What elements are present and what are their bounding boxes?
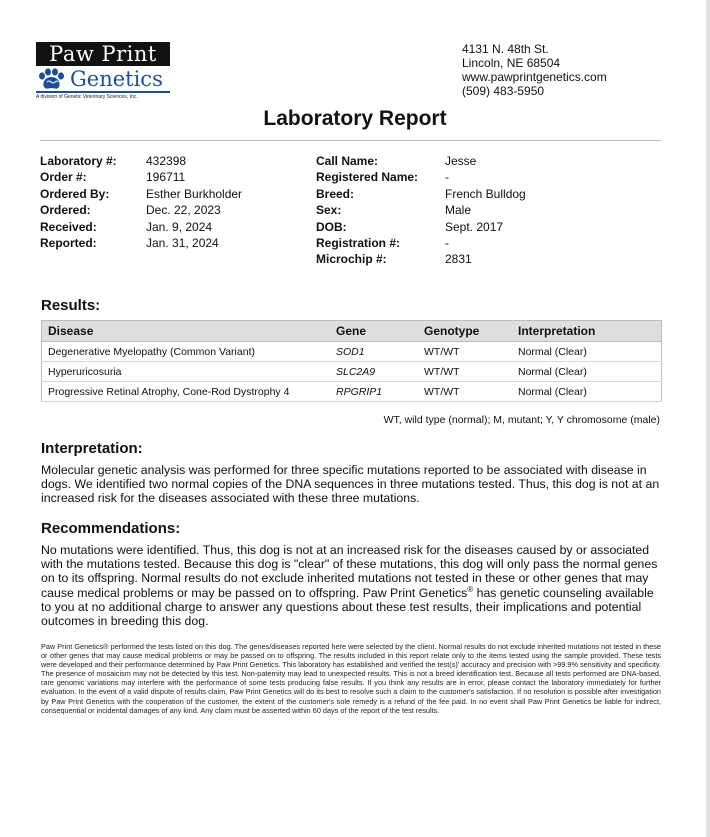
paw-print-genetics-logo bbox=[36, 42, 170, 100]
info-value: 2831 bbox=[445, 252, 472, 267]
info-value: French Bulldog bbox=[445, 186, 526, 201]
info-row-sex bbox=[316, 202, 526, 218]
report-title: Laboratory Report bbox=[263, 107, 447, 130]
table-row bbox=[42, 382, 662, 402]
info-label: Ordered By: bbox=[40, 186, 110, 201]
gene-cell: SOD1 bbox=[330, 342, 418, 362]
interpretation-cell: Normal (Clear) bbox=[512, 382, 662, 402]
recommendations-text-after: has genetic counseling available to you at no additional charge to answer any questions about these test results, their implications and potential outcomes in breeding this dog. bbox=[41, 585, 654, 629]
recommendations-text-before: No mutations were identified. Thus, this dog is not at an increased risk for the diseases caused by or associated with the mutations tested. Because this dog is "clear" of these mutations, this dog will only pass the normal genes on to its offspring. Normal results do not exclude inherited mutations not tested in these or other genes that may cause medical problems or may be passed on to offspring. Paw Print Genetics bbox=[41, 543, 658, 600]
logo-line1: Paw Print bbox=[36, 42, 170, 66]
interpretation-cell: Normal (Clear) bbox=[512, 342, 662, 362]
info-row-registration bbox=[316, 235, 526, 251]
info-row-breed bbox=[316, 186, 526, 202]
info-label: Registered Name: bbox=[316, 170, 419, 185]
interpretation-heading: Interpretation: bbox=[41, 440, 143, 457]
col-gene: Gene bbox=[330, 321, 418, 342]
col-disease: Disease bbox=[42, 321, 331, 342]
results-heading: Results: bbox=[41, 297, 101, 314]
col-interpretation: Interpretation bbox=[512, 321, 662, 342]
title-divider bbox=[40, 140, 661, 141]
info-value: 196711 bbox=[146, 170, 186, 185]
info-row-laboratory bbox=[40, 153, 242, 169]
genotype-legend: WT, wild type (normal); M, mutant; Y, Y chromosome (male) bbox=[383, 414, 660, 426]
disease-cell: Hyperuricosuria bbox=[42, 362, 331, 382]
interpretation-text: Molecular genetic analysis was performed for three specific mutations reported to be associated with disease in dogs. We identified two normal copies of the DNA sequences in three mutations tested. Thus, this dog is not at an increased risk for the diseases associated with these three mutations. bbox=[41, 463, 660, 506]
info-row-reported bbox=[40, 235, 242, 251]
info-label: Ordered: bbox=[40, 203, 91, 218]
info-label: Call Name: bbox=[316, 154, 379, 168]
info-label: Laboratory #: bbox=[40, 154, 117, 168]
dog-info bbox=[316, 153, 526, 268]
info-row-order bbox=[40, 169, 242, 185]
paw-icon bbox=[36, 67, 68, 91]
address-website[interactable]: www.pawprintgenetics.com bbox=[462, 70, 607, 84]
logo-tagline: A division of Genetic Veterinary Sciences, Inc. bbox=[36, 94, 138, 100]
info-value: - bbox=[445, 170, 449, 185]
info-row-dob bbox=[316, 219, 526, 235]
info-value: Sept. 2017 bbox=[445, 219, 504, 234]
info-row-received bbox=[40, 219, 242, 235]
recommendations-heading: Recommendations: bbox=[41, 520, 181, 537]
results-table bbox=[41, 320, 662, 402]
info-label: Reported: bbox=[40, 235, 97, 250]
genotype-cell: WT/WT bbox=[418, 362, 512, 382]
info-label: Order #: bbox=[40, 170, 87, 185]
info-value: Jesse bbox=[445, 154, 477, 168]
genotype-cell: WT/WT bbox=[418, 342, 512, 362]
gene-cell: SLC2A9 bbox=[330, 362, 418, 382]
col-genotype: Genotype bbox=[418, 321, 512, 342]
info-value: 432398 bbox=[146, 154, 187, 168]
order-info bbox=[40, 153, 242, 251]
table-row bbox=[42, 362, 662, 382]
logo-line2: Genetics bbox=[70, 67, 163, 91]
info-label: Sex: bbox=[316, 203, 342, 218]
info-label: DOB: bbox=[316, 219, 347, 234]
address-phone: (509) 483-5950 bbox=[462, 84, 545, 98]
logo-underline bbox=[36, 91, 170, 93]
registered-mark: ® bbox=[467, 584, 474, 594]
info-label: Breed: bbox=[316, 186, 355, 201]
info-value: - bbox=[445, 235, 449, 250]
table-row bbox=[42, 342, 662, 362]
recommendations-text bbox=[41, 543, 664, 628]
info-row-registered-name bbox=[316, 169, 526, 185]
info-value: Jan. 9, 2024 bbox=[146, 219, 213, 234]
info-value: Male bbox=[445, 203, 472, 218]
address-city: Lincoln, NE 68504 bbox=[462, 56, 561, 70]
info-row-microchip bbox=[316, 251, 526, 267]
info-row-ordered-by bbox=[40, 186, 242, 202]
results-header-row bbox=[42, 321, 662, 342]
disease-cell: Progressive Retinal Atrophy, Cone-Rod Dystrophy 4 bbox=[42, 382, 331, 402]
address-street: 4131 N. 48th St. bbox=[462, 42, 549, 56]
info-value: Dec. 22, 2023 bbox=[146, 203, 221, 218]
info-value: Jan. 31, 2024 bbox=[146, 235, 219, 250]
info-value: Esther Burkholder bbox=[146, 186, 243, 201]
gene-cell: RPGRIP1 bbox=[330, 382, 418, 402]
lab-address bbox=[462, 42, 607, 98]
disease-cell: Degenerative Myelopathy (Common Variant) bbox=[42, 342, 331, 362]
interpretation-cell: Normal (Clear) bbox=[512, 362, 662, 382]
info-label: Received: bbox=[40, 219, 97, 234]
legal-disclaimer: Paw Print Genetics® performed the tests listed on this dog. The genes/diseases reported here were selected by the client. Normal results do not exclude inherited mutations not tested in these or other genes that may cause medical problems or may be passed on to offspring. The results included in this report relate only to the items tested using the sample provided. These tests were developed and their performance determined by Paw Print Genetics. This laboratory has established and verified the test(s)' accuracy and precision with >99.9% sensitivity and specificity. The presence of mosaicism may not be detected by this test. Non-paternity may lead to unexpected results. This is not a breed identification test. Because all tests performed are DNA-based, rare genomic variations may interfere with the performance of some tests producing false results. If you think any results are in error, please contact the laboratory immediately for further evaluation. In the event of a valid dispute of results claim, Paw Print Genetics will do its best to resolve such a claim to the customer's satisfaction. If no resolution is possible after investigation by Paw Print Genetics with the cooperation of the customer, the extent of the customer's sole remedy is a refund of the fee paid. In no event shall Paw Print Genetics be liable for indirect, consequential or incidental damages of any kind. Any claim must be asserted within 60 days of the report of the test results. bbox=[41, 642, 661, 715]
info-label: Microchip #: bbox=[316, 252, 387, 267]
info-row-ordered bbox=[40, 202, 242, 218]
genotype-cell: WT/WT bbox=[418, 382, 512, 402]
info-label: Registration #: bbox=[316, 235, 401, 250]
info-row-call-name bbox=[316, 153, 526, 169]
